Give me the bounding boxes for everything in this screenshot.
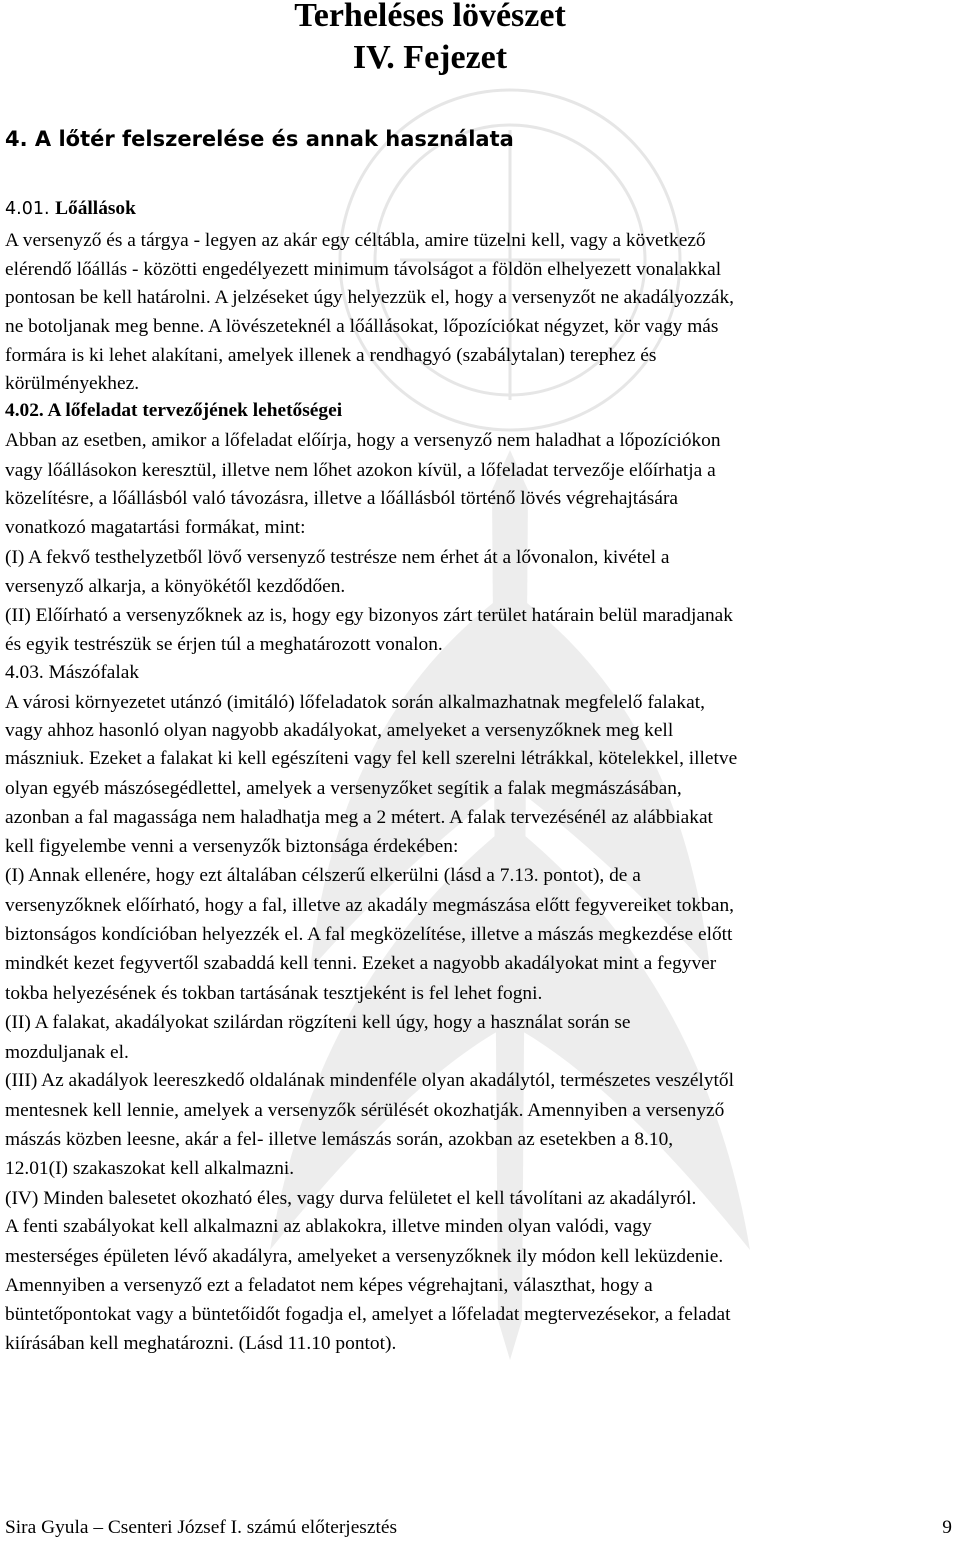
text-segment: (II) Előírható a versenyzőknek az is, hogy egy bizonyos zárt terület határain belül maradjanak: [5, 605, 733, 626]
text-line: [5, 228, 706, 254]
text-line: [5, 1302, 731, 1328]
text-line: [5, 486, 678, 512]
text-segment: pontosan be kell határolni. A jelzéseket úgy helyezzük el, hogy a versenyzőt ne akadályozzák,: [5, 287, 735, 308]
text-segment: mindkét kezet fegyvertől szabaddá kell tenni. Ezeket a nagyobb akadályokat mint a fegyver: [5, 953, 717, 974]
text-segment: mesterséges épületen lévő akadályra, amelyeket a versenyzőknek ily módon kell leküzdenie.: [5, 1246, 724, 1267]
text-segment: (I) Annak ellenére, hogy ezt általában célszerű elkerülni (lásd a 7.13. pontot), de a: [5, 865, 641, 886]
text-line: [5, 1244, 723, 1270]
footer-authors: Sira Gyula – Csenteri József I. számú előterjesztés: [5, 1517, 397, 1538]
text-line: [5, 371, 139, 397]
text-line: [5, 690, 705, 716]
section-heading-text: Lőállások: [55, 198, 136, 219]
text-line: [5, 257, 721, 283]
text-segment: 4.03. Mászófalak: [5, 662, 140, 683]
text-segment: olyan egyéb mászósegédlettel, amelyek a versenyzőket segítik a falak megmászásában,: [5, 778, 682, 799]
text-segment: tokba helyezésének és tokban tartásának tesztjeként is fel lehet fogni.: [5, 983, 543, 1004]
text-segment: kell figyelembe venni a versenyzők biztonsága érdekében:: [5, 836, 459, 857]
text-line: [5, 545, 669, 571]
chapter-heading: 4. A lőtér felszerelése és annak használata: [5, 127, 514, 151]
text-line: [5, 1010, 630, 1036]
text-segment: és egyik testrészük se érjen túl a meghatározott vonalon.: [5, 634, 443, 655]
text-line: [5, 1040, 129, 1066]
text-line: [5, 343, 656, 369]
text-line: [5, 1068, 734, 1094]
text-line: [5, 1127, 673, 1153]
text-line: [5, 603, 733, 629]
text-line: [5, 776, 682, 802]
text-line: [5, 805, 713, 831]
text-segment: mászás közben leesne, akár a fel- illetve lemászás során, azokban az esetekben a 8.10,: [5, 1129, 674, 1150]
section-heading-text: 4.02. A lőfeladat tervezőjének lehetőségei: [5, 400, 343, 421]
text-segment: ne botoljanak meg benne. A lövészeteknél a lőállásokat, lőpozíciókat négyzet, kör vagy más: [5, 316, 719, 337]
text-segment: versenyző alkarja, a könyökétől kezdődően.: [5, 576, 346, 597]
text-line: [5, 515, 305, 541]
text-segment: A fenti szabályokat kell alkalmazni az ablakokra, illetve minden olyan valódi, vagy: [5, 1216, 652, 1237]
text-segment: A városi környezetet utánzó (imitáló) lőfeladatok során alkalmazhatnak megfelelő falakat,: [5, 692, 705, 713]
page-number: 9: [942, 1517, 952, 1538]
text-segment: (I) A fekvő testhelyzetből lövő versenyző testrésze nem érhet át a lővonalon, kivétel a: [5, 547, 670, 568]
text-line: [5, 1098, 724, 1124]
text-line: [5, 981, 542, 1007]
text-segment: Abban az esetben, amikor a lőfeladat előírja, hogy a versenyző nem haladhat a lőpozíciókon: [5, 430, 721, 451]
text-line: [5, 458, 716, 484]
text-segment: elérendő lőállás - közötti engedélyezett minimum távolságot a földön elhelyezett vonalakkal: [5, 259, 722, 280]
text-segment: mentesnek kell lennie, amelyek a versenyzők sérülését okozhatják. Amennyiben a versenyző: [5, 1100, 725, 1121]
text-line: [5, 428, 721, 454]
text-segment: vagy ahhoz hasonló olyan nagyobb akadályokat, amelyeket a versenyzőknek meg kell: [5, 720, 674, 741]
text-segment: (III) Az akadályok leereszkedő oldalának mindenféle olyan akadálytól, természetes veszélytől: [5, 1070, 734, 1091]
text-line: [5, 398, 342, 424]
text-line: [5, 746, 737, 772]
text-line: [5, 660, 139, 686]
text-line: [5, 1273, 653, 1299]
text-segment: vonatkozó magatartási formákat, mint:: [5, 517, 306, 538]
text-segment: biztonságos kondícióban helyezzék el. A fal megközelítése, illetve a mászás megkezdése előtt: [5, 924, 733, 945]
text-line: [5, 1214, 652, 1240]
text-line: [5, 893, 734, 919]
chapter-number: IV. Fejezet: [352, 39, 508, 76]
text-line: [5, 1156, 294, 1182]
text-line: [5, 1331, 396, 1357]
text-segment: A versenyző és a tárgya - legyen az akár egy céltábla, amire tüzelni kell, vagy a következő: [5, 230, 706, 251]
text-line: [5, 922, 732, 948]
text-line: [5, 951, 716, 977]
text-segment: közelítésre, a lőállásból való távozásra, illetve a lőállásból történő lövés végrehajtására: [5, 488, 679, 509]
text-segment: 12.01(I) szakaszokat kell alkalmazni.: [5, 1158, 295, 1179]
text-line: [5, 863, 641, 889]
text-segment: Amennyiben a versenyző ezt a feladatot nem képes végrehajtani, választhat, hogy a: [5, 1275, 653, 1296]
text-segment: azonban a fal magassága nem haladhatja meg a 2 métert. A falak tervezésénél az alábbiakat: [5, 807, 713, 828]
text-line: [5, 574, 345, 600]
text-line: [5, 718, 673, 744]
text-segment: (II) A falakat, akadályokat szilárdan rögzíteni kell úgy, hogy a használat során se: [5, 1012, 631, 1033]
text-segment: 4.01.: [5, 199, 56, 219]
text-segment: (IV) Minden balesetet okozható éles, vagy durva felületet el kell távolítani az akadályról.: [5, 1188, 697, 1209]
text-segment: büntetőpontokat vagy a büntetőidőt fogadja el, amelyet a lőfeladat megtervezésekor, a feladat: [5, 1304, 731, 1325]
text-segment: versenyzőknek előírható, hogy a fal, illetve az akadály megmászása előtt fegyvereiket tokban,: [5, 895, 735, 916]
text-line: [5, 285, 734, 311]
text-segment: mozduljanak el.: [5, 1042, 129, 1063]
text-segment: formára is ki lehet alakítani, amelyek illenek a rendhagyó (szabálytalan) terephez és: [5, 345, 657, 366]
text-segment: mászniuk. Ezeket a falakat ki kell egészíteni vagy fel kell szerelni létrákkal, kötelekkel, illetve: [5, 748, 738, 769]
text-line: [5, 834, 458, 860]
text-line: [5, 314, 718, 340]
text-segment: kiírásában kell meghatározni. (Lásd 11.10 pontot).: [5, 1333, 397, 1354]
document-title: Terheléses lövészet: [294, 0, 566, 34]
text-line: [5, 196, 136, 222]
text-line: [5, 632, 443, 658]
text-segment: vagy lőállásokon keresztül, illetve nem lőhet azokon kívül, a lőfeladat tervezője előírhatja a: [5, 460, 716, 481]
text-segment: körülményekhez.: [5, 373, 140, 394]
text-line: [5, 1186, 696, 1212]
